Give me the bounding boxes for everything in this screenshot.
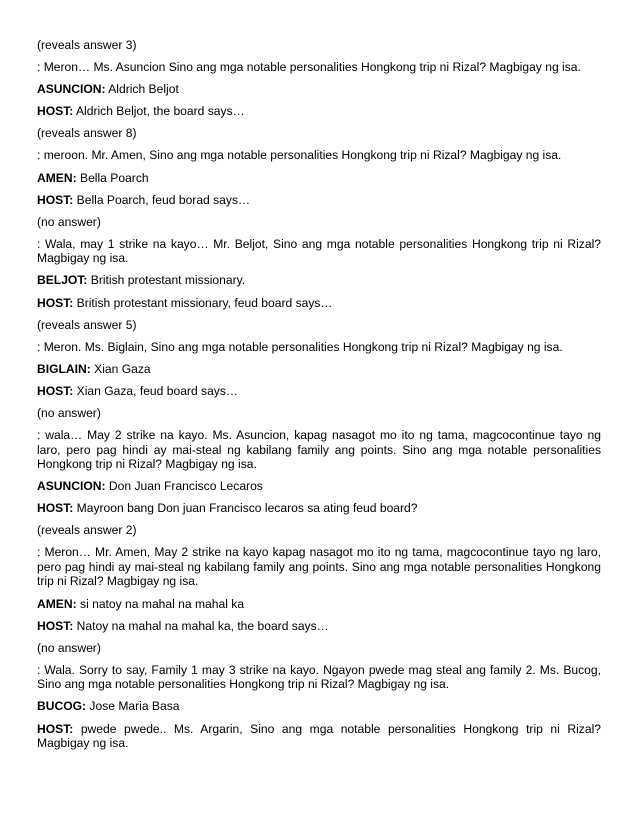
- dialogue-line: [37, 501, 601, 516]
- dialogue-line: [37, 362, 601, 377]
- speaker-label: HOST:: [37, 104, 74, 119]
- host-line: [37, 237, 601, 266]
- line-text: Mayroon bang Don juan Francisco lecaros sa ating feud board?: [76, 501, 418, 516]
- line-text: : wala… May 2 strike na kayo. Ms. Asuncion, kapag nasagot mo ito ng tama, magcocontinue tayo ng laro, pero pag hindi ay mai-steal ng kabilang family ang points. Sino ang mga notable personalities Hongkong trip ni Rizal? Magbigay ng isa.: [37, 428, 601, 472]
- speaker-label: HOST:: [37, 192, 74, 207]
- stage-direction: [37, 38, 601, 53]
- host-line: [37, 60, 601, 75]
- line-text: : Wala, may 1 strike na kayo… Mr. Beljot, Sino ang mga notable personalities Hongkong trip ni Rizal? Magbigay ng isa.: [37, 236, 601, 266]
- line-text: Aldrich Beljot: [108, 82, 179, 97]
- line-text: si natoy na mahal na mahal ka: [80, 596, 245, 611]
- speaker-label: HOST:: [37, 618, 74, 633]
- host-line: [37, 428, 601, 472]
- dialogue-line: [37, 619, 601, 634]
- line-text: : Wala. Sorry to say, Family 1 may 3 strike na kayo. Ngayon pwede mag steal ang family 2. Ms. Bucog, Sino ang mga notable personalities Hongkong trip ni Rizal? Magbigay ng isa.: [37, 662, 601, 692]
- line-text: Don Juan Francisco Lecaros: [108, 479, 263, 494]
- dialogue-line: [37, 699, 601, 714]
- line-text: : meroon. Mr. Amen, Sino ang mga notable personalities Hongkong trip ni Rizal? Magbigay ng isa.: [37, 148, 562, 163]
- line-text: Aldrich Beljot, the board says…: [75, 104, 245, 119]
- line-text: Xian Gaza, feud board says…: [76, 383, 238, 398]
- dialogue-line: [37, 479, 601, 494]
- line-text: : Meron… Ms. Asuncion Sino ang mga notable personalities Hongkong trip ni Rizal? Magbigay ng isa.: [37, 60, 581, 75]
- line-text: : Meron… Mr. Amen, May 2 strike na kayo kapag nasagot mo ito ng tama, magcocontinue tayo ng laro, pero pag hindi ay mai-steal ng kabilang family ang points. Sino ang mga notable personalities Hongkong trip ni Rizal? Magbigay ng isa.: [37, 545, 601, 589]
- stage-direction: [37, 406, 601, 421]
- line-text: British protestant missionary, feud board says…: [76, 295, 333, 310]
- line-text: British protestant missionary.: [90, 273, 246, 288]
- stage-direction: [37, 126, 601, 141]
- speaker-label: HOST:: [37, 383, 74, 398]
- dialogue-line: [37, 104, 601, 119]
- dialogue-line: [37, 171, 601, 186]
- speaker-label: BELJOT:: [37, 273, 88, 288]
- dialogue-line: [37, 193, 601, 208]
- speaker-label: ASUNCION:: [37, 82, 106, 97]
- speaker-label: ASUNCION:: [37, 479, 106, 494]
- dialogue-line: [37, 82, 601, 97]
- line-text: (reveals answer 3): [37, 38, 137, 52]
- line-text: (no answer): [37, 214, 101, 229]
- dialogue-line: [37, 296, 601, 311]
- dialogue-line: [37, 722, 601, 751]
- speaker-label: HOST:: [37, 501, 74, 516]
- host-line: [37, 340, 601, 355]
- speaker-label: BUCOG:: [37, 699, 87, 714]
- speaker-label: AMEN:: [37, 596, 77, 611]
- speaker-label: BIGLAIN:: [37, 361, 91, 376]
- speaker-label: AMEN:: [37, 170, 77, 185]
- line-text: Bella Poarch, feud borad says…: [76, 192, 251, 207]
- host-line: [37, 545, 601, 589]
- line-text: Natoy na mahal na mahal ka, the board says…: [76, 618, 329, 633]
- stage-direction: [37, 523, 601, 538]
- line-text: (reveals answer 2): [37, 523, 137, 538]
- line-text: pwede pwede.. Ms. Argarin, Sino ang mga notable personalities Hongkong trip ni Rizal? Magbigay ng isa.: [37, 721, 601, 751]
- stage-direction: [37, 215, 601, 230]
- host-line: [37, 148, 601, 163]
- line-text: (reveals answer 5): [37, 317, 137, 332]
- line-text: : Meron. Ms. Biglain, Sino ang mga notable personalities Hongkong trip ni Rizal? Magbigay ng isa.: [37, 339, 563, 354]
- line-text: Xian Gaza: [94, 361, 151, 376]
- dialogue-line: [37, 273, 601, 288]
- dialogue-line: [37, 597, 601, 612]
- line-text: Bella Poarch: [80, 170, 149, 185]
- line-text: (no answer): [37, 406, 101, 420]
- stage-direction: [37, 641, 601, 656]
- speaker-label: HOST:: [37, 295, 74, 310]
- line-text: (no answer): [37, 640, 101, 655]
- line-text: Jose Maria Basa: [89, 699, 180, 714]
- host-line: [37, 663, 601, 692]
- line-text: (reveals answer 8): [37, 126, 137, 141]
- dialogue-line: [37, 384, 601, 399]
- speaker-label: HOST:: [37, 721, 74, 736]
- stage-direction: [37, 318, 601, 333]
